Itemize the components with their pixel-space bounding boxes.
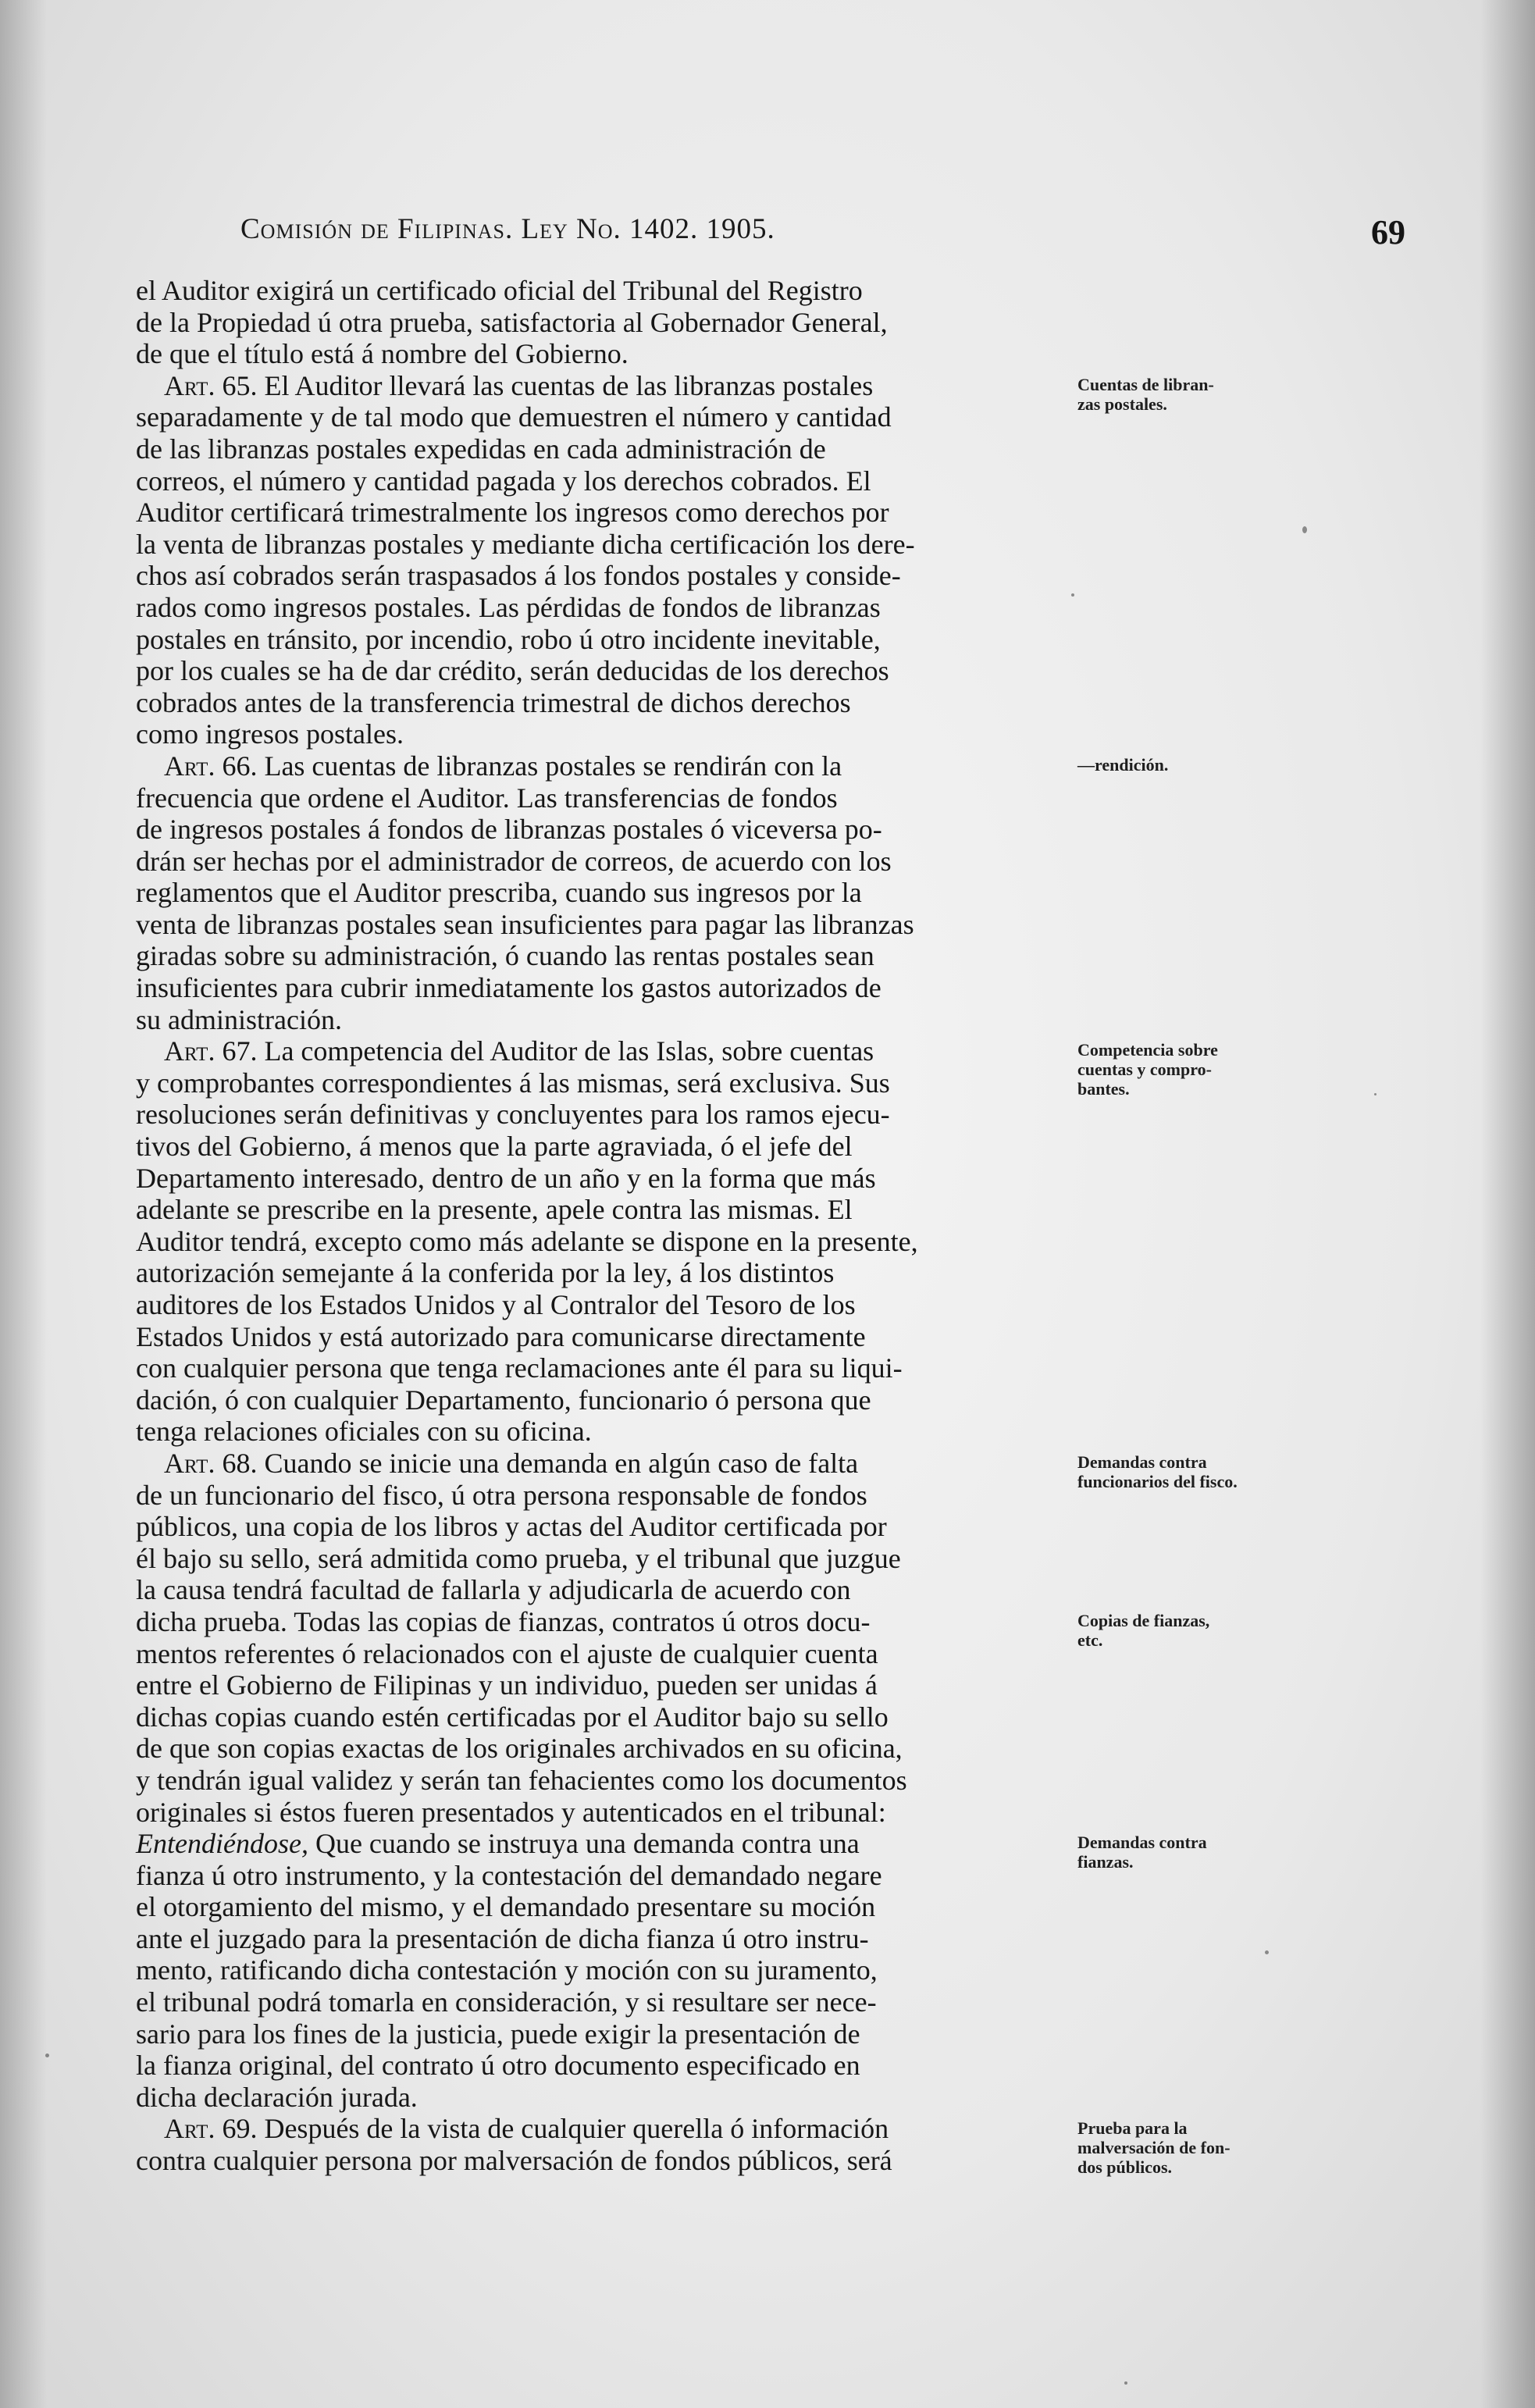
text-segment: frecuencia que ordene el Auditor. Las transferencias de fondos bbox=[136, 782, 838, 814]
text-segment: de que el título está á nombre del Gobierno. bbox=[136, 338, 629, 370]
text-segment: auditores de los Estados Unidos y al Contralor del Tesoro de los bbox=[136, 1289, 856, 1320]
text-line bbox=[136, 1606, 1054, 1638]
text-segment: su administración. bbox=[136, 1003, 342, 1035]
article-number: Art. 67. bbox=[164, 1035, 258, 1067]
text-line bbox=[136, 433, 1054, 465]
scan-speck bbox=[1374, 1093, 1377, 1095]
text-segment: Auditor tendrá, excepto como más adelante se dispone en la presente, bbox=[136, 1225, 918, 1257]
text-segment: con cualquier persona que tenga reclamaciones ante él para su liqui- bbox=[136, 1352, 903, 1384]
margin-note-line: Copias de fianzas, bbox=[1077, 1611, 1210, 1631]
text-line bbox=[136, 1099, 1054, 1131]
scan-speck bbox=[1124, 2381, 1127, 2385]
text-line bbox=[136, 338, 1054, 370]
text-line bbox=[136, 940, 1054, 972]
text-line bbox=[136, 1669, 1054, 1701]
margin-note-line: funcionarios del fisco. bbox=[1077, 1472, 1238, 1492]
page-edge-shadow-right bbox=[1480, 0, 1535, 2408]
text-line bbox=[136, 1954, 1054, 1986]
text-line bbox=[136, 1035, 1054, 1067]
text-line bbox=[136, 909, 1054, 941]
text-line bbox=[136, 877, 1054, 909]
text-line bbox=[136, 1163, 1054, 1195]
text-segment: resoluciones serán definitivas y concluyentes para los ramos ejecu- bbox=[136, 1099, 890, 1131]
text-line bbox=[136, 1511, 1054, 1543]
text-segment: cobrados antes de la transferencia trimestral de dichos derechos bbox=[136, 686, 851, 718]
text-segment: rados como ingresos postales. Las pérdidas de fondos de libranzas bbox=[136, 591, 881, 623]
text-segment: de la Propiedad ú otra prueba, satisfactoria al Gobernador General, bbox=[136, 306, 888, 338]
margin-note-line: Demandas contra bbox=[1077, 1452, 1207, 1473]
margin-note bbox=[1077, 755, 1312, 775]
text-segment bbox=[136, 370, 164, 401]
text-segment: Auditor certificará trimestralmente los ingresos como derechos por bbox=[136, 497, 889, 529]
text-line bbox=[136, 782, 1054, 814]
text-segment: entre el Gobierno de Filipinas y un individuo, pueden ser unidas á bbox=[136, 1669, 878, 1701]
text-segment: dación, ó con cualquier Departamento, funcionario ó persona que bbox=[136, 1384, 871, 1416]
margin-note bbox=[1077, 1611, 1312, 1650]
text-line bbox=[136, 814, 1054, 846]
margin-note-line: cuentas y compro- bbox=[1077, 1060, 1212, 1080]
scan-speck bbox=[1265, 1950, 1269, 1954]
text-segment: tivos del Gobierno, á menos que la parte agraviada, ó el jefe del bbox=[136, 1131, 853, 1163]
text-line bbox=[136, 1321, 1054, 1353]
text-segment: Estados Unidos y está autorizado para comunicarse directamente bbox=[136, 1320, 866, 1352]
text-line bbox=[136, 370, 1054, 402]
margin-note-line: Competencia sobre bbox=[1077, 1040, 1218, 1060]
margin-note bbox=[1077, 2118, 1312, 2177]
text-segment: dicha prueba. Todas las copias de fianzas, contratos ú otros docu- bbox=[136, 1605, 871, 1637]
text-segment: fianza ú otro instrumento, y la contestación del demandado negare bbox=[136, 1859, 882, 1891]
text-segment: de un funcionario del fisco, ú otra persona responsable de fondos bbox=[136, 1479, 867, 1511]
article-number: Art. 69. bbox=[164, 2113, 258, 2145]
text-line bbox=[136, 1733, 1054, 1765]
text-line bbox=[136, 718, 1054, 750]
text-line bbox=[136, 1765, 1054, 1797]
text-line bbox=[136, 1384, 1054, 1416]
text-line bbox=[136, 1638, 1054, 1670]
scan-speck bbox=[1071, 593, 1074, 597]
text-line bbox=[136, 1574, 1054, 1606]
text-line bbox=[136, 275, 1054, 307]
margin-note-line: zas postales. bbox=[1077, 394, 1167, 414]
text-line bbox=[136, 1543, 1054, 1575]
text-line bbox=[136, 1289, 1054, 1321]
margin-note bbox=[1077, 1452, 1312, 1491]
text-line bbox=[136, 401, 1054, 433]
page-edge-shadow-left bbox=[0, 0, 47, 2408]
text-line bbox=[136, 1986, 1054, 2018]
text-segment: la venta de libranzas postales y mediante dicha certificación los dere- bbox=[136, 528, 915, 560]
article-number: Art. 66. bbox=[164, 750, 258, 782]
text-line bbox=[136, 1860, 1054, 1892]
text-line bbox=[136, 1448, 1054, 1480]
text-segment bbox=[136, 750, 164, 782]
text-line bbox=[136, 465, 1054, 497]
margin-note-line: bantes. bbox=[1077, 1079, 1130, 1099]
italic-phrase: Entendiéndose, bbox=[136, 1828, 308, 1860]
margin-note-line: dos públicos. bbox=[1077, 2157, 1173, 2177]
text-line bbox=[136, 624, 1054, 656]
text-line bbox=[136, 497, 1054, 529]
margin-note-line: etc. bbox=[1077, 1630, 1103, 1651]
text-segment: adelante se prescribe en la presente, apele contra las mismas. El bbox=[136, 1194, 853, 1226]
text-segment: venta de libranzas postales sean insuficientes para pagar las libranzas bbox=[136, 908, 914, 940]
margin-note bbox=[1077, 375, 1312, 414]
text-segment: chos así cobrados serán traspasados á los fondos postales y conside- bbox=[136, 560, 901, 592]
text-segment: de ingresos postales á fondos de libranzas postales ó viceversa po- bbox=[136, 814, 882, 846]
text-segment: autorización semejante á la conferida por la ley, á los distintos bbox=[136, 1257, 835, 1289]
text-segment bbox=[136, 1448, 164, 1479]
text-line bbox=[136, 1891, 1054, 1923]
text-line bbox=[136, 972, 1054, 1004]
text-segment: originales si éstos fueren presentados y autenticados en el tribunal: bbox=[136, 1796, 886, 1828]
text-line bbox=[136, 1004, 1054, 1036]
text-segment: y comprobantes correspondientes á las mismas, será exclusiva. Sus bbox=[136, 1067, 890, 1099]
text-segment: Las cuentas de libranzas postales se rendirán con la bbox=[257, 750, 842, 782]
text-segment bbox=[136, 2113, 164, 2144]
text-segment: el tribunal podrá tomarla en consideración, y si resultare ser nece- bbox=[136, 1986, 877, 2018]
text-line bbox=[136, 2113, 1054, 2145]
text-segment: la fianza original, del contrato ú otro documento especificado en bbox=[136, 2050, 860, 2082]
text-line bbox=[136, 1923, 1054, 1955]
text-line bbox=[136, 1480, 1054, 1512]
margin-note-line: malversación de fon- bbox=[1077, 2137, 1230, 2157]
text-line bbox=[136, 2018, 1054, 2050]
text-segment: giradas sobre su administración, ó cuando las rentas postales sean bbox=[136, 940, 874, 972]
text-line bbox=[136, 750, 1054, 782]
text-segment: Que cuando se instruya una demanda contra una bbox=[308, 1828, 860, 1860]
scan-speck bbox=[45, 2054, 49, 2057]
text-line bbox=[136, 2082, 1054, 2114]
text-line bbox=[136, 1067, 1054, 1099]
text-segment: de que son copias exactas de los originales archivados en su oficina, bbox=[136, 1733, 903, 1765]
text-segment: drán ser hechas por el administrador de correos, de acuerdo con los bbox=[136, 845, 892, 877]
text-segment: contra cualquier persona por malversación de fondos públicos, será bbox=[136, 2145, 892, 2177]
article-number: Art. 65. bbox=[164, 369, 258, 401]
text-segment: dicha declaración jurada. bbox=[136, 2081, 418, 2113]
margin-note-line: —rendición. bbox=[1077, 755, 1169, 775]
text-segment: por los cuales se ha de dar crédito, serán deducidas de los derechos bbox=[136, 655, 889, 687]
text-line bbox=[136, 1352, 1054, 1384]
text-line bbox=[136, 1257, 1054, 1289]
text-line bbox=[136, 1226, 1054, 1258]
text-line bbox=[136, 1797, 1054, 1829]
article-number: Art. 68. bbox=[164, 1447, 258, 1479]
text-segment: de las libranzas postales expedidas en cada administración de bbox=[136, 433, 826, 465]
text-line bbox=[136, 529, 1054, 561]
text-line bbox=[136, 846, 1054, 878]
text-segment: como ingresos postales. bbox=[136, 718, 404, 750]
page-number: 69 bbox=[1371, 213, 1405, 251]
text-segment: La competencia del Auditor de las Islas, sobre cuentas bbox=[257, 1035, 874, 1067]
text-line bbox=[136, 592, 1054, 624]
text-line bbox=[136, 655, 1054, 687]
margin-note bbox=[1077, 1833, 1312, 1872]
text-segment: el otorgamiento del mismo, y el demandado presentare su moción bbox=[136, 1891, 876, 1923]
margin-note-line: Cuentas de libran- bbox=[1077, 374, 1214, 394]
text-line bbox=[136, 307, 1054, 339]
text-line bbox=[136, 1194, 1054, 1226]
margin-note-line: Prueba para la bbox=[1077, 2118, 1188, 2138]
scan-speck bbox=[1302, 526, 1307, 533]
text-segment: Cuando se inicie una demanda en algún caso de falta bbox=[257, 1447, 859, 1479]
text-segment: correos, el número y cantidad pagada y los derechos cobrados. El bbox=[136, 465, 871, 497]
text-line bbox=[136, 1416, 1054, 1448]
text-segment: Departamento interesado, dentro de un año y en la forma que más bbox=[136, 1162, 876, 1194]
text-segment: mentos referentes ó relacionados con el ajuste de cualquier cuenta bbox=[136, 1637, 878, 1669]
text-segment: postales en tránsito, por incendio, robo ú otro incidente inevitable, bbox=[136, 623, 881, 655]
text-segment: y tendrán igual validez y serán tan fehacientes como los documentos bbox=[136, 1764, 907, 1796]
text-segment: el Auditor exigirá un certificado oficial del Tribunal del Registro bbox=[136, 275, 863, 306]
running-header: Comisión de Filipinas. Ley No. 1402. 1905. bbox=[240, 213, 775, 245]
text-segment: insuficientes para cubrir inmediatamente los gastos autorizados de bbox=[136, 972, 881, 1004]
text-line bbox=[136, 687, 1054, 719]
text-segment: El Auditor llevará las cuentas de las libranzas postales bbox=[257, 369, 874, 401]
text-segment: ante el juzgado para la presentación de dicha fianza ú otro instru- bbox=[136, 1922, 869, 1954]
text-segment bbox=[136, 1035, 164, 1067]
text-segment: públicos, una copia de los libros y actas del Auditor certificada por bbox=[136, 1511, 887, 1543]
text-line bbox=[136, 1701, 1054, 1733]
text-segment: separadamente y de tal modo que demuestren el número y cantidad bbox=[136, 401, 892, 433]
text-line bbox=[136, 1131, 1054, 1163]
body-text bbox=[136, 275, 1054, 2177]
text-segment: tenga relaciones oficiales con su oficina. bbox=[136, 1416, 592, 1448]
text-segment: la causa tendrá facultad de fallarla y adjudicarla de acuerdo con bbox=[136, 1574, 851, 1606]
margin-note-line: Demandas contra bbox=[1077, 1833, 1207, 1853]
margin-note-line: fianzas. bbox=[1077, 1852, 1134, 1872]
text-segment: mento, ratificando dicha contestación y moción con su juramento, bbox=[136, 1954, 878, 1986]
text-line bbox=[136, 2145, 1054, 2177]
text-line bbox=[136, 1828, 1054, 1860]
text-segment: dichas copias cuando estén certificadas por el Auditor bajo su sello bbox=[136, 1701, 889, 1733]
text-line bbox=[136, 560, 1054, 592]
text-segment: él bajo su sello, será admitida como prueba, y el tribunal que juzgue bbox=[136, 1542, 901, 1574]
text-segment: reglamentos que el Auditor prescriba, cuando sus ingresos por la bbox=[136, 877, 862, 909]
text-line bbox=[136, 2050, 1054, 2082]
margin-note bbox=[1077, 1040, 1312, 1099]
text-segment: sario para los fines de la justicia, puede exigir la presentación de bbox=[136, 2018, 860, 2050]
text-segment: Después de la vista de cualquier querella ó información bbox=[257, 2113, 889, 2145]
